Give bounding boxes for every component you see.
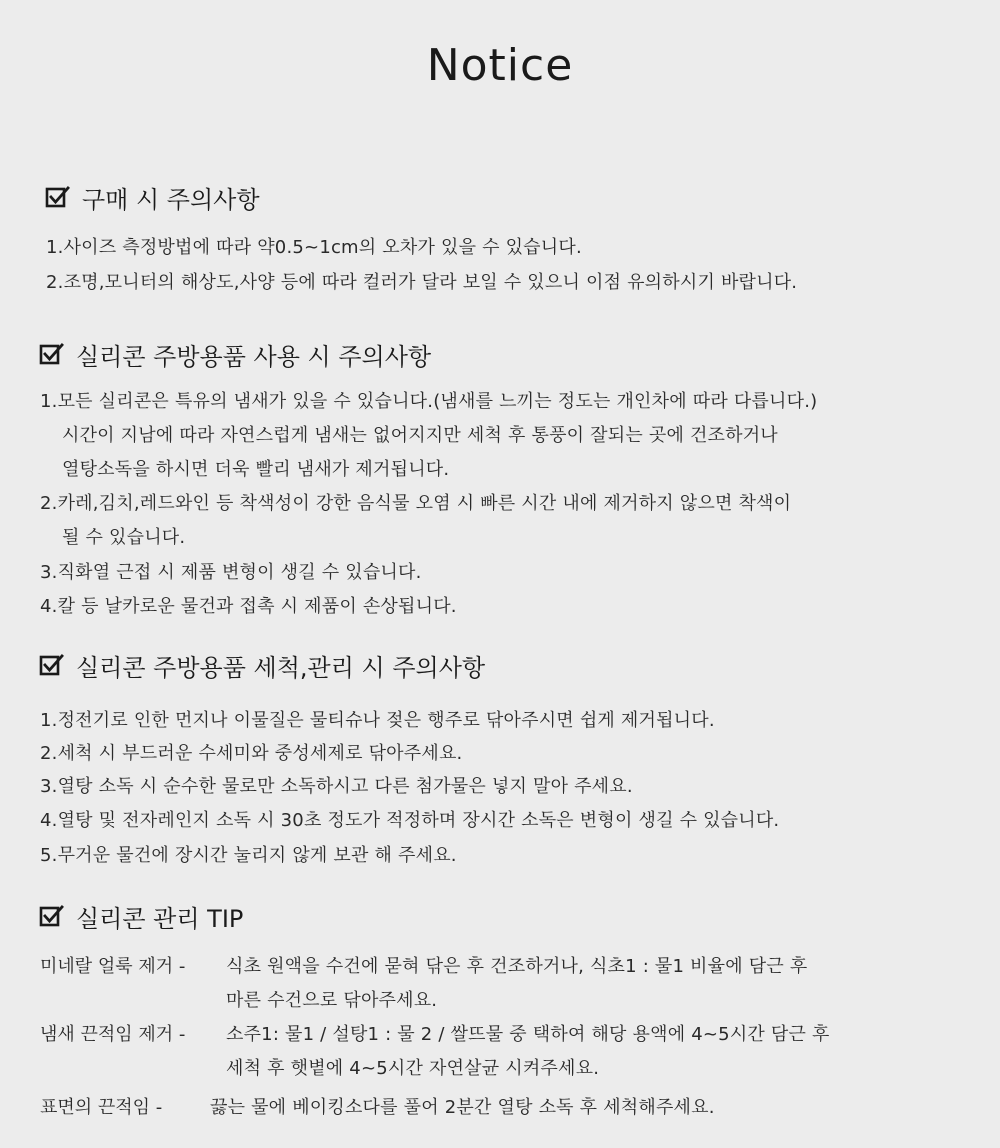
tip-text: 끓는 물에 베이킹소다를 풀어 2분간 열탕 소독 후 세척해주세요. bbox=[210, 1097, 715, 1118]
tip-text: 소주1: 물1 / 설탕1 : 물 2 / 쌀뜨물 중 택하여 해당 용액에 4~5시간 담근 후 bbox=[226, 1024, 830, 1045]
list-item: 열탕소독을 하시면 더욱 빨리 냄새가 제거됩니다. bbox=[62, 459, 450, 480]
list-item: 4.칼 등 날카로운 물건과 접촉 시 제품이 손상됩니다. bbox=[40, 596, 457, 617]
list-item: 1.모든 실리콘은 특유의 냄새가 있을 수 있습니다.(냄새를 느끼는 정도는 개인차에 따라 다릅니다.) bbox=[40, 391, 818, 412]
section-heading-cleaning bbox=[38, 648, 485, 683]
list-item: 5.무거운 물건에 장시간 눌리지 않게 보관 해 주세요. bbox=[40, 845, 457, 866]
tip-label-odor: 냄새 끈적임 제거 - bbox=[40, 1024, 186, 1045]
list-item: 4.열탕 및 전자레인지 소독 시 30초 정도가 적정하며 장시간 소독은 변형이 생길 수 있습니다. bbox=[40, 810, 780, 831]
checkbox-checked-icon bbox=[38, 904, 64, 930]
list-item: 2.세척 시 부드러운 수세미와 중성세제로 닦아주세요. bbox=[40, 743, 463, 764]
page-title: Notice bbox=[426, 40, 574, 91]
list-item: 1.정전기로 인한 먼지나 이물질은 물티슈나 젖은 행주로 닦아주시면 쉽게 제거됩니다. bbox=[40, 710, 715, 731]
list-item: 1.사이즈 측정방법에 따라 약0.5~1cm의 오차가 있을 수 있습니다. bbox=[46, 237, 582, 258]
tip-label-mineral: 미네랄 얼룩 제거 - bbox=[40, 956, 186, 977]
section-heading-usage bbox=[38, 337, 431, 372]
list-item: 3.열탕 소독 시 순수한 물로만 소독하시고 다른 첨가물은 넣지 말아 주세요. bbox=[40, 776, 633, 797]
section-heading-tip bbox=[38, 899, 243, 934]
section-heading-text: 구매 시 주의사항 bbox=[82, 186, 260, 214]
section-heading-purchase bbox=[44, 180, 260, 215]
checkbox-checked-icon bbox=[38, 342, 64, 368]
tip-text: 마른 수건으로 닦아주세요. bbox=[226, 990, 438, 1011]
tip-text: 세척 후 햇볕에 4~5시간 자연살균 시켜주세요. bbox=[226, 1058, 600, 1079]
list-item: 2.조명,모니터의 해상도,사양 등에 따라 컬러가 달라 보일 수 있으니 이점 유의하시기 바랍니다. bbox=[46, 272, 798, 293]
tip-label-surface: 표면의 끈적임 - bbox=[40, 1097, 163, 1118]
section-heading-text: 실리콘 주방용품 사용 시 주의사항 bbox=[76, 343, 432, 371]
checkbox-checked-icon bbox=[44, 185, 70, 211]
section-heading-text: 실리콘 주방용품 세척,관리 시 주의사항 bbox=[76, 654, 486, 682]
checkbox-checked-icon bbox=[38, 653, 64, 679]
tip-text: 식초 원액을 수건에 묻혀 닦은 후 건조하거나, 식초1 : 물1 비율에 담근 후 bbox=[226, 956, 808, 977]
list-item: 될 수 있습니다. bbox=[62, 527, 186, 548]
list-item: 2.카레,김치,레드와인 등 착색성이 강한 음식물 오염 시 빠른 시간 내에 제거하지 않으면 착색이 bbox=[40, 493, 792, 514]
list-item: 3.직화열 근접 시 제품 변형이 생길 수 있습니다. bbox=[40, 562, 422, 583]
section-heading-text: 실리콘 관리 TIP bbox=[76, 905, 244, 933]
list-item: 시간이 지남에 따라 자연스럽게 냄새는 없어지지만 세척 후 통풍이 잘되는 곳에 건조하거나 bbox=[62, 425, 778, 446]
